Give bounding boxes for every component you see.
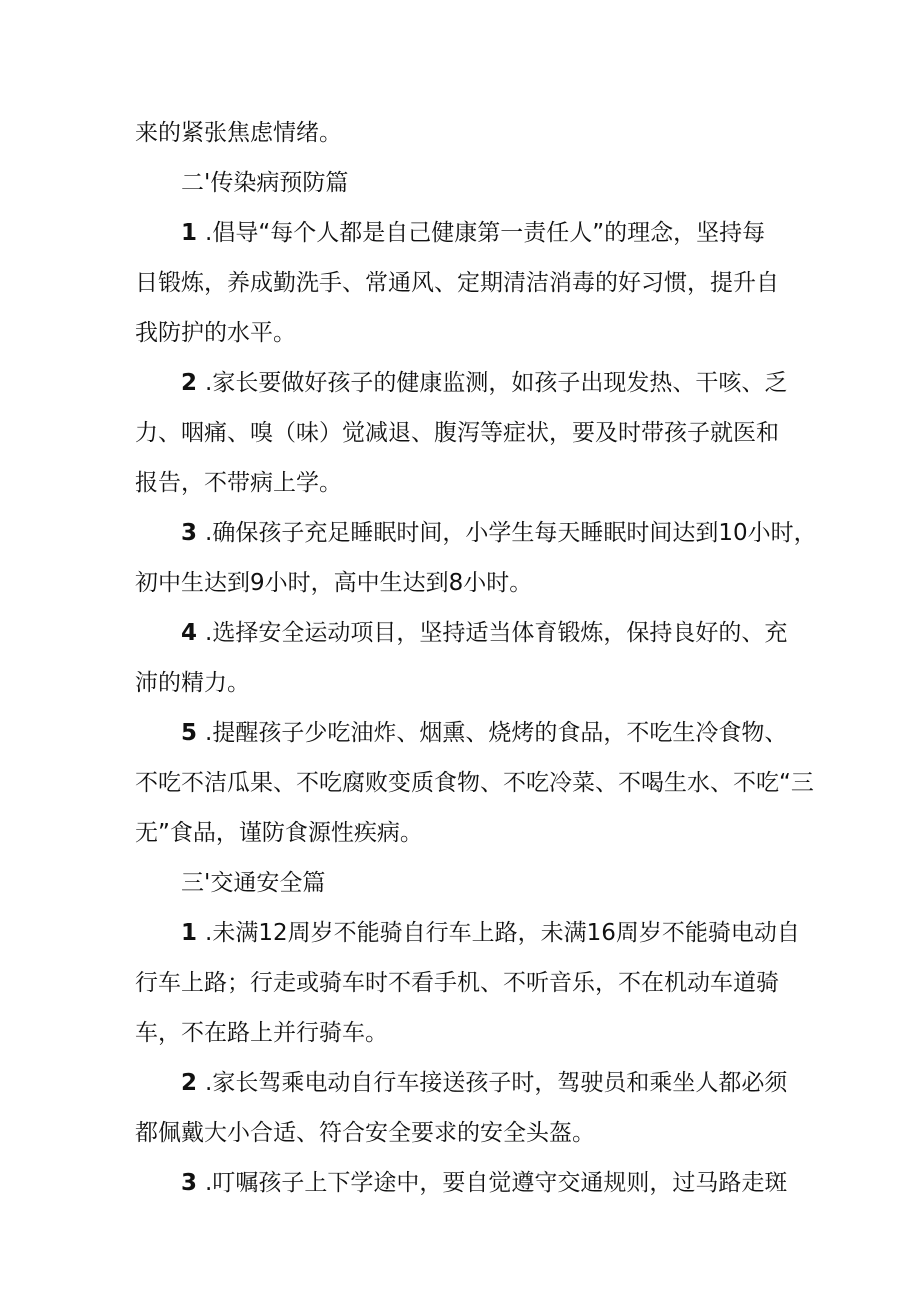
list-item-2-line-1: 2 .家长要做好孩子的健康监测，如孩子出现发热、干咳、乏 (181, 370, 788, 396)
traffic-item-1-line-3: 车，不在路上并行骑车。 (135, 1020, 388, 1046)
list-item-2-line-3: 报告，不带病上学。 (135, 470, 342, 496)
traffic-item-1-line-2: 行车上路；行走或骑车时不看手机、不听音乐，不在机动车道骑 (135, 970, 779, 996)
traffic-item-3-line-1: 3 .叮嘱孩子上下学途中，要自觉遵守交通规则，过马路走斑 (181, 1170, 788, 1196)
traffic-item-2-line-1: 2 .家长驾乘电动自行车接送孩子时，驾驶员和乘坐人都必须 (181, 1070, 788, 1096)
list-item-3-line-2: 初中生达到9小时，高中生达到8小时。 (135, 570, 533, 596)
list-item-4-line-1: 4 .选择安全运动项目，坚持适当体育锻炼，保持良好的、充 (181, 620, 788, 646)
list-item-5-line-1: 5 .提醒孩子少吃油炸、烟熏、烧烤的食品，不吃生冷食物、 (181, 720, 788, 746)
traffic-item-2-line-2: 都佩戴大小合适、符合安全要求的安全头盔。 (135, 1120, 595, 1146)
list-item-1-line-3: 我防护的水平。 (135, 320, 296, 346)
list-item-5-line-3: 无”食品，谨防食源性疾病。 (135, 820, 423, 846)
list-item-5-line-2: 不吃不洁瓜果、不吃腐败变质食物、不吃冷菜、不喝生水、不吃“三 (135, 770, 814, 796)
list-item-2-line-2: 力、咽痛、嗅（味）觉减退、腹泻等症状，要及时带孩子就医和 (135, 420, 779, 446)
traffic-item-1-line-1: 1 .未满12周岁不能骑自行车上路，未满16周岁不能骑电动自 (181, 920, 800, 946)
list-item-3-line-1: 3 .确保孩子充足睡眠时间，小学生每天睡眠时间达到10小时， (181, 520, 817, 546)
document-body (135, 108, 817, 1208)
paragraph-line: 来的紧张焦虑情绪。 (135, 120, 342, 146)
list-item-1-line-1: 1 .倡导“每个人都是自己健康第一责任人”的理念，坚持每 (181, 220, 766, 246)
section-heading-infectious-disease: 二'传染病预防篇 (181, 170, 349, 196)
list-item-4-line-2: 沛的精力。 (135, 670, 250, 696)
section-heading-traffic-safety: 三'交通安全篇 (181, 870, 326, 896)
list-item-1-line-2: 日锻炼，养成勤洗手、常通风、定期清洁消毒的好习惯，提升自 (135, 270, 779, 296)
